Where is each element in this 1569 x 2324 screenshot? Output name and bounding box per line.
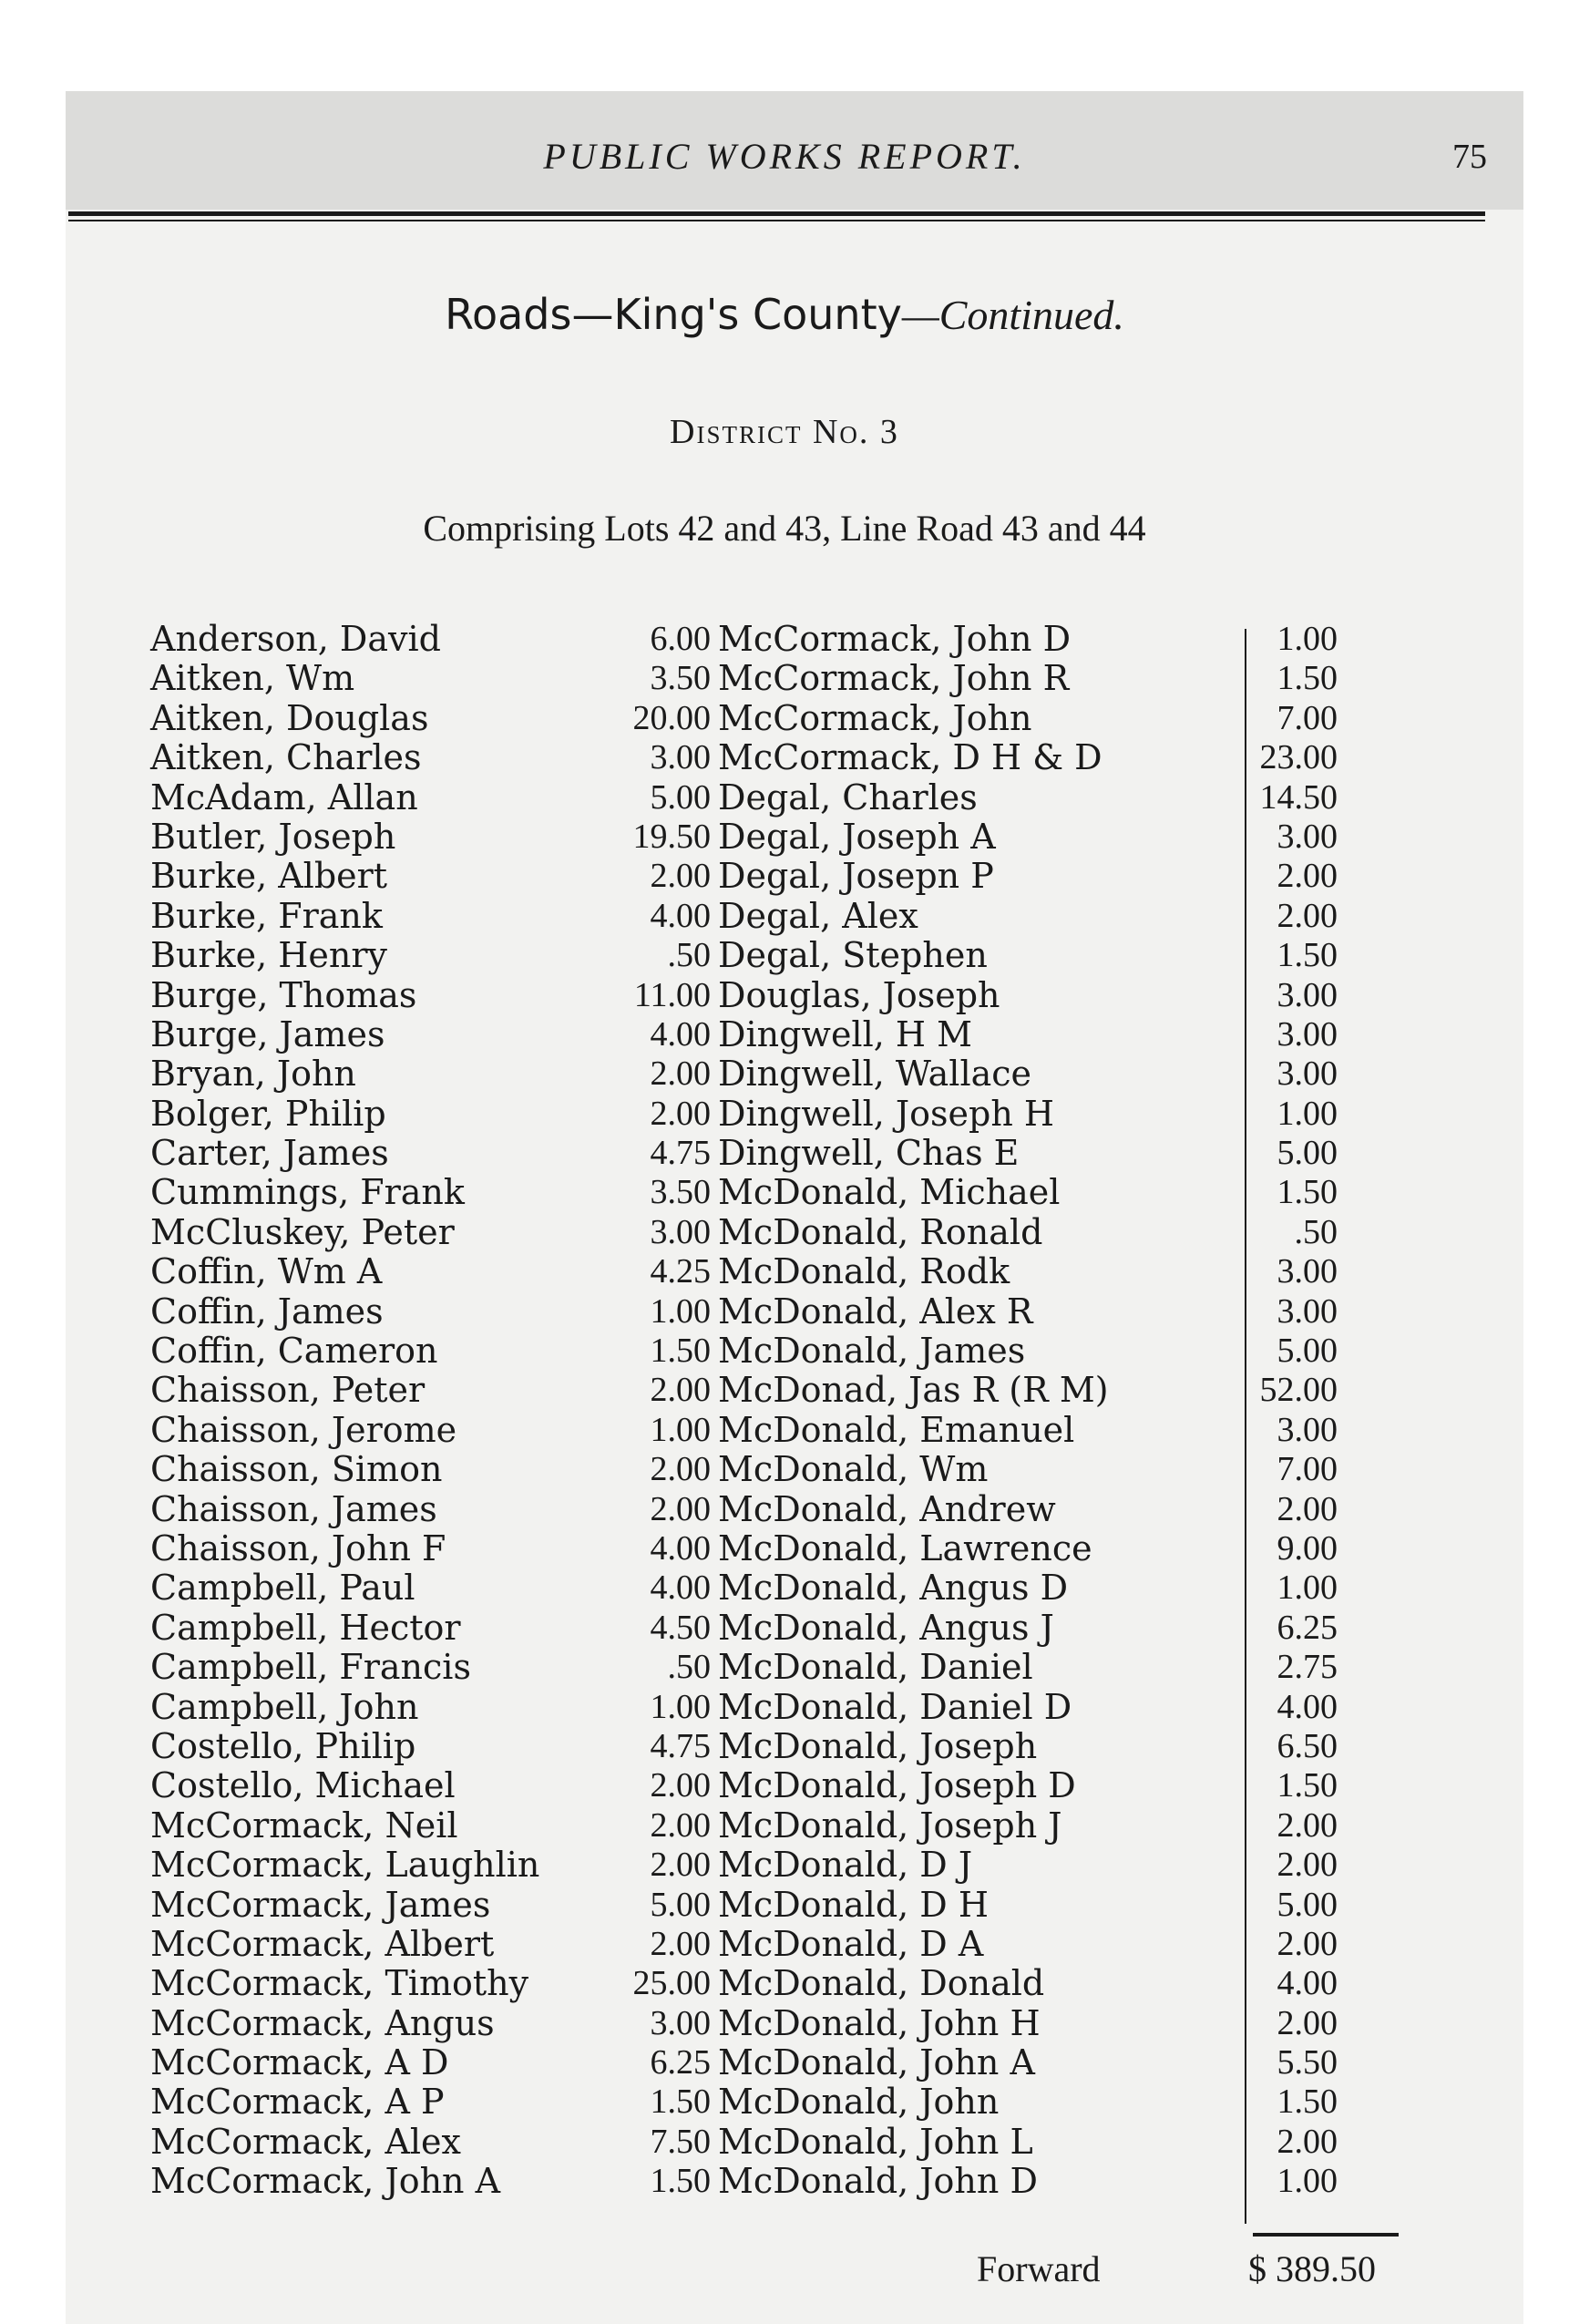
comprising-line: Comprising Lots 42 and 43, Line Road 43 and 44 xyxy=(423,508,1146,549)
entry-amount: 2.00 xyxy=(1277,857,1338,896)
entry-row xyxy=(150,1766,711,1805)
entry-name: McCormack, John R xyxy=(718,658,1070,699)
entry-amount: 1.00 xyxy=(1277,1094,1338,1133)
entry-amount: 4.50 xyxy=(650,1608,711,1647)
entry-name: Campbell, Francis xyxy=(150,1647,471,1688)
forward-total: $ 389.50 xyxy=(1248,2248,1376,2289)
entry-row xyxy=(150,1054,711,1094)
entry-amount: 52.00 xyxy=(1259,1371,1338,1410)
entry-amount: 1.00 xyxy=(1277,620,1338,658)
entry-row xyxy=(150,1411,711,1450)
entry-name: McDonald, Joseph D xyxy=(718,1765,1076,1806)
entry-name: McDonald, Alex R xyxy=(718,1291,1033,1332)
entry-name: Carter, James xyxy=(150,1133,389,1174)
entry-amount: 2.00 xyxy=(1277,896,1338,935)
entry-name: McDonald, John L xyxy=(718,2121,1033,2162)
entry-amount: 2.00 xyxy=(1277,1924,1338,1963)
entry-name: McDonald, D A xyxy=(718,1923,984,1964)
entry-name: McCormack, A P xyxy=(150,2082,445,2123)
entry-name: McAdam, Allan xyxy=(150,776,418,818)
entry-amount: 5.00 xyxy=(1277,1885,1338,1924)
entry-name: Dingwell, H M xyxy=(718,1013,973,1054)
entry-row xyxy=(150,1688,711,1727)
section-title xyxy=(0,290,1569,339)
entry-amount: 2.00 xyxy=(650,1924,711,1963)
entry-row xyxy=(150,2162,711,2201)
entry-amount: 5.50 xyxy=(1277,2043,1338,2082)
entry-row xyxy=(150,778,711,818)
entry-name: Anderson, David xyxy=(150,619,441,659)
entry-row xyxy=(150,1806,711,1846)
entry-name: McCluskey, Peter xyxy=(150,1211,455,1252)
entry-name: Degal, Alex xyxy=(718,895,918,936)
entry-amount: 3.00 xyxy=(1277,1014,1338,1054)
entry-amount: 1.50 xyxy=(1277,2082,1338,2122)
entry-name: McDonald, Andrew xyxy=(718,1488,1056,1529)
header-rule-thick xyxy=(68,211,1485,216)
entry-name: McCormack, Angus xyxy=(150,2002,495,2043)
entry-name: McCormack, James xyxy=(150,1884,491,1925)
entry-name: Coffin, Wm A xyxy=(150,1251,383,1292)
entry-name: McDonald, John D xyxy=(718,2161,1038,2202)
entry-amount: 1.50 xyxy=(650,1332,711,1371)
entry-name: McCormack, Timothy xyxy=(150,1963,529,2004)
running-head: PUBLIC WORKS REPORT. xyxy=(543,136,1026,177)
entry-name: Chaisson, Jerome xyxy=(150,1409,457,1450)
entry-amount: 6.25 xyxy=(650,2043,711,2082)
entry-name: Aitken, Douglas xyxy=(150,697,429,738)
entry-amount: 2.75 xyxy=(1277,1648,1338,1687)
entry-row xyxy=(150,1134,711,1173)
section-title-continued: —Continued. xyxy=(901,292,1124,338)
entry-row xyxy=(150,1727,711,1766)
entry-amount: 9.00 xyxy=(1277,1528,1338,1568)
entry-name: Chaisson, Peter xyxy=(150,1370,426,1411)
entry-row xyxy=(150,1371,711,1410)
entry-amount: 2.00 xyxy=(650,1094,711,1133)
entry-name: McDonald, Angus J xyxy=(718,1607,1054,1648)
entry-name: Costello, Michael xyxy=(150,1765,456,1806)
entry-name: McDonald, Joseph xyxy=(718,1725,1038,1766)
entry-name: Dingwell, Joseph H xyxy=(718,1093,1055,1134)
entry-row xyxy=(150,1846,711,1885)
entry-amount: 23.00 xyxy=(1259,738,1338,777)
district-heading: District No. 3 xyxy=(670,413,899,451)
entry-amount: 2.00 xyxy=(650,1846,711,1885)
entry-row xyxy=(150,1529,711,1568)
entry-amount: 2.00 xyxy=(1277,1846,1338,1885)
entry-amount: .50 xyxy=(667,1648,711,1687)
entry-name: Chaisson, James xyxy=(150,1488,437,1529)
entry-row xyxy=(150,699,711,738)
entry-name: Costello, Philip xyxy=(150,1725,416,1766)
entry-name: McDonald, Lawrence xyxy=(718,1527,1092,1568)
entry-name: McDonald, John H xyxy=(718,2002,1041,2043)
amount-column-rule xyxy=(1245,629,1246,2224)
entry-name: McDonald, Ronald xyxy=(718,1211,1043,1252)
entry-row xyxy=(150,1332,711,1371)
entry-amount: 3.00 xyxy=(650,738,711,777)
entry-name: McCormack, John A xyxy=(150,2161,501,2202)
entry-row xyxy=(150,1213,711,1252)
entry-name: McCormack, Neil xyxy=(150,1805,458,1846)
entry-row xyxy=(150,1252,711,1291)
entry-amount: 6.50 xyxy=(1277,1726,1338,1765)
entry-name: Burge, James xyxy=(150,1013,385,1054)
entry-amount: 3.00 xyxy=(1277,1054,1338,1094)
section-title-main: Roads—King's County xyxy=(445,290,902,339)
entry-row xyxy=(150,738,711,777)
entry-name: McCormack, John D xyxy=(718,619,1072,659)
entry-name: McDonald, Wm xyxy=(718,1449,989,1490)
entry-amount: 4.75 xyxy=(650,1726,711,1765)
entry-name: McCormack, A D xyxy=(150,2042,449,2083)
entry-amount: 2.00 xyxy=(650,1805,711,1845)
entry-name: Bolger, Philip xyxy=(150,1093,386,1134)
entry-name: Butler, Joseph xyxy=(150,816,396,857)
entry-name: Burke, Henry xyxy=(150,935,387,976)
entry-amount: 3.00 xyxy=(1277,1410,1338,1449)
entry-name: McCormack, D H & D xyxy=(718,737,1102,778)
entry-name: Aitken, Wm xyxy=(150,658,355,699)
entry-name: Burke, Albert xyxy=(150,856,388,897)
entry-row xyxy=(150,620,711,659)
entry-name: McDonald, Rodk xyxy=(718,1251,1010,1292)
entry-row xyxy=(150,1015,711,1054)
entry-amount: 2.00 xyxy=(650,857,711,896)
entry-name: McDonald, D J xyxy=(718,1845,973,1886)
entry-amount: .50 xyxy=(667,936,711,975)
entry-row xyxy=(150,1964,711,2003)
entry-row xyxy=(150,2082,711,2122)
entry-amount: 3.50 xyxy=(650,659,711,698)
entry-amount: 20.00 xyxy=(632,698,711,737)
entry-name: Aitken, Charles xyxy=(150,737,422,778)
entry-amount: 4.00 xyxy=(1277,1687,1338,1726)
entry-name: McDonald, D H xyxy=(718,1884,989,1925)
entry-amount: 7.00 xyxy=(1277,698,1338,737)
entry-name: Campbell, John xyxy=(150,1686,419,1727)
entry-name: Degal, Josepn P xyxy=(718,856,994,897)
entry-amount: 4.00 xyxy=(650,1568,711,1608)
entry-name: McDonald, James xyxy=(718,1331,1026,1372)
entry-name: Bryan, John xyxy=(150,1054,356,1095)
entry-name: McDonald, Michael xyxy=(718,1172,1061,1213)
entry-amount: 5.00 xyxy=(1277,1332,1338,1371)
entry-amount: 6.25 xyxy=(1277,1608,1338,1647)
header-rule-thin xyxy=(68,220,1485,221)
entry-name: Campbell, Hector xyxy=(150,1607,461,1648)
entry-name: McCormack, Alex xyxy=(150,2121,461,2162)
entry-amount: 1.50 xyxy=(650,2162,711,2201)
page-number: 75 xyxy=(1452,138,1487,176)
entry-amount: 4.75 xyxy=(650,1134,711,1173)
left-entries-column xyxy=(150,620,711,2202)
entry-name: McCormack, John xyxy=(718,697,1032,738)
entry-amount: 2.00 xyxy=(650,1450,711,1489)
entry-row xyxy=(150,1609,711,1648)
entry-amount: 1.50 xyxy=(1277,1766,1338,1805)
entry-amount: 3.00 xyxy=(1277,817,1338,856)
entry-name: Coffin, James xyxy=(150,1291,384,1332)
entry-name: Campbell, Paul xyxy=(150,1568,415,1609)
entry-name: McDonald, Daniel xyxy=(718,1647,1033,1688)
entry-amount: 5.00 xyxy=(1277,1134,1338,1173)
entry-name: Coffin, Cameron xyxy=(150,1331,438,1372)
entry-amount: 3.00 xyxy=(1277,1291,1338,1331)
entry-amount: 1.00 xyxy=(650,1687,711,1726)
entry-row xyxy=(150,857,711,896)
entry-amount: 3.00 xyxy=(650,2003,711,2042)
entry-amount: 2.00 xyxy=(1277,2122,1338,2161)
entry-row xyxy=(150,1490,711,1529)
entry-amount: 1.50 xyxy=(650,2082,711,2122)
entry-amount: 7.50 xyxy=(650,2122,711,2161)
entry-amount: 2.00 xyxy=(1277,1805,1338,1845)
entry-row xyxy=(150,1648,711,1687)
entry-amount: 1.00 xyxy=(1277,2162,1338,2201)
entry-name: Douglas, Joseph xyxy=(718,974,1000,1015)
entry-name: McDonald, Emanuel xyxy=(718,1409,1075,1450)
entry-name: McCormack, Albert xyxy=(150,1923,495,1964)
entry-name: McDonald, Angus D xyxy=(718,1568,1069,1609)
forward-label: Forward xyxy=(977,2248,1101,2289)
entry-row xyxy=(150,1292,711,1332)
entry-amount: 5.00 xyxy=(650,1885,711,1924)
entry-amount: 1.00 xyxy=(650,1410,711,1449)
entry-amount: 4.25 xyxy=(650,1252,711,1291)
entry-row xyxy=(150,976,711,1015)
entry-row xyxy=(150,1886,711,1925)
entry-row xyxy=(150,2123,711,2162)
entry-name: Chaisson, John F xyxy=(150,1527,446,1568)
entry-name: McCormack, Laughlin xyxy=(150,1845,540,1886)
entry-row xyxy=(150,1568,711,1608)
entry-amount: 11.00 xyxy=(633,975,711,1014)
entry-amount: 1.00 xyxy=(1277,1568,1338,1608)
entry-name: Dingwell, Wallace xyxy=(718,1054,1032,1095)
entry-amount: 1.00 xyxy=(650,1291,711,1331)
entry-amount: .50 xyxy=(1294,1212,1338,1251)
entry-amount: 3.00 xyxy=(1277,1252,1338,1291)
entry-name: Chaisson, Simon xyxy=(150,1449,443,1490)
entry-row xyxy=(150,2004,711,2043)
entry-row xyxy=(150,1095,711,1134)
entry-amount: 1.50 xyxy=(1277,936,1338,975)
entry-name: McDonald, John A xyxy=(718,2042,1035,2083)
entry-amount: 3.50 xyxy=(650,1173,711,1212)
entry-amount: 4.00 xyxy=(650,1528,711,1568)
entry-amount: 7.00 xyxy=(1277,1450,1338,1489)
entry-name: Degal, Joseph A xyxy=(718,816,996,857)
entry-name: McDonald, Joseph J xyxy=(718,1805,1062,1846)
entry-name: McDonad, Jas R (R M) xyxy=(718,1370,1109,1411)
entry-amount: 2.00 xyxy=(650,1054,711,1094)
entry-name: Dingwell, Chas E xyxy=(718,1133,1020,1174)
entry-amount: 5.00 xyxy=(650,777,711,817)
entry-name: Cummings, Frank xyxy=(150,1172,465,1213)
entry-amount: 6.00 xyxy=(650,620,711,658)
entry-amount: 19.50 xyxy=(632,817,711,856)
entry-name: McDonald, Daniel D xyxy=(718,1686,1072,1727)
entry-row xyxy=(150,659,711,698)
entry-amount: 2.00 xyxy=(1277,1489,1338,1528)
entry-amount: 3.00 xyxy=(1277,975,1338,1014)
entry-amount: 4.00 xyxy=(650,1014,711,1054)
entry-amount: 25.00 xyxy=(632,1964,711,2003)
entry-row xyxy=(150,1925,711,1964)
entry-name: Degal, Stephen xyxy=(718,935,988,976)
entry-name: McDonald, Donald xyxy=(718,1963,1045,2004)
total-rule xyxy=(1253,2233,1399,2237)
entry-amount: 1.50 xyxy=(1277,659,1338,698)
entry-amount: 2.00 xyxy=(1277,2003,1338,2042)
entry-name: Degal, Charles xyxy=(718,776,978,818)
entry-row xyxy=(150,818,711,857)
entry-amount: 4.00 xyxy=(1277,1964,1338,2003)
entry-amount: 2.00 xyxy=(650,1371,711,1410)
entry-amount: 2.00 xyxy=(650,1766,711,1805)
entry-row xyxy=(150,1173,711,1212)
entry-name: McDonald, John xyxy=(718,2082,1000,2123)
entry-row xyxy=(150,1450,711,1489)
entry-name: Burge, Thomas xyxy=(150,974,417,1015)
entry-amount: 4.00 xyxy=(650,896,711,935)
entry-amount: 1.50 xyxy=(1277,1173,1338,1212)
entry-amount: 14.50 xyxy=(1259,777,1338,817)
entry-amount: 2.00 xyxy=(650,1489,711,1528)
entry-row xyxy=(150,936,711,975)
entry-row xyxy=(150,897,711,936)
entry-row xyxy=(150,2043,711,2082)
entry-name: Burke, Frank xyxy=(150,895,383,936)
entry-amount: 3.00 xyxy=(650,1212,711,1251)
